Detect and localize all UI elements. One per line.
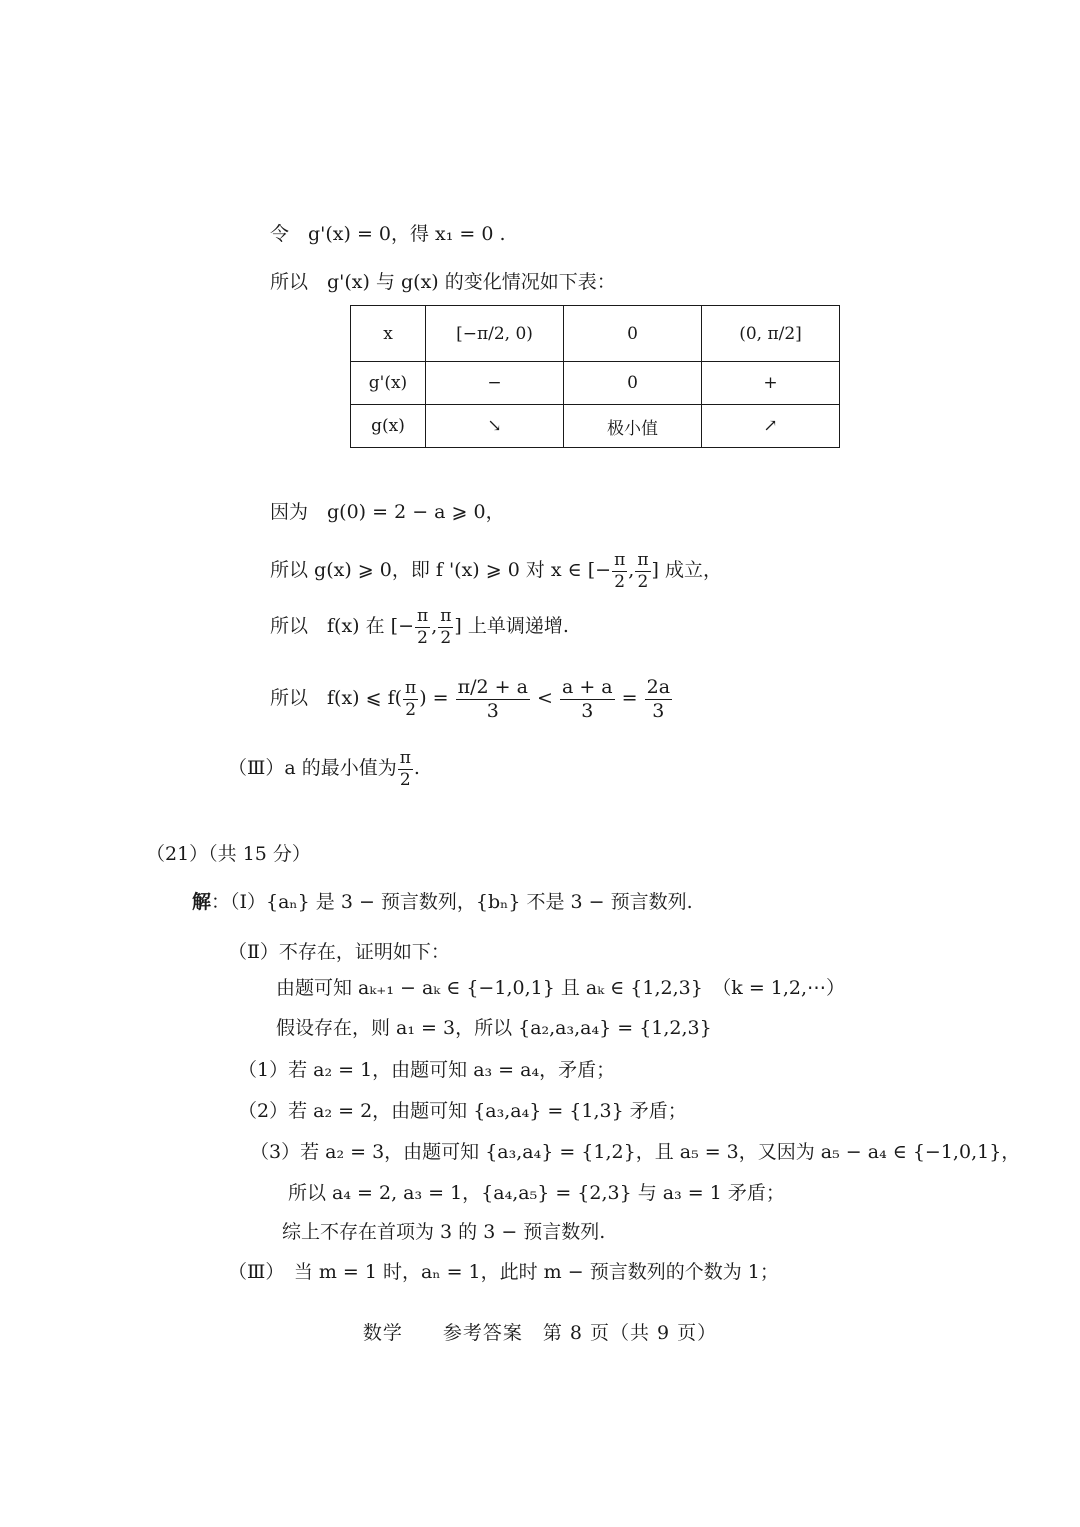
- table-cell: (0, π/2]: [702, 306, 840, 362]
- table-cell: 0: [564, 306, 702, 362]
- line-table-intro: 所以 g'(x) 与 g(x) 的变化情况如下表：: [270, 271, 616, 293]
- numerator: 2a: [646, 675, 671, 698]
- solution-case-1: （1）若 a₂ = 1，由题可知 a₃ = a₄，矛盾；: [238, 1059, 616, 1081]
- denominator: 2: [417, 627, 428, 648]
- page-footer: 数学 参考答案 第 8 页（共 9 页）: [362, 1322, 718, 1344]
- denominator: 2: [405, 699, 417, 720]
- numerator: a + a: [561, 675, 613, 698]
- text: ：（Ⅰ）{aₙ} 是 3 − 预言数列，{bₙ} 不是 3 − 预言数列.: [211, 891, 693, 913]
- line-g-prime-zero: 令 g'(x) = 0，得 x₁ = 0 .: [270, 223, 506, 245]
- denominator: 2: [399, 769, 411, 790]
- text: <: [537, 687, 553, 709]
- text: ) =: [419, 687, 449, 709]
- table-cell: [−π/2, 0): [426, 306, 564, 362]
- numerator: π: [405, 677, 417, 698]
- solution-label: 解: [192, 891, 212, 913]
- solution-conclusion: 综上不存在首项为 3 的 3 − 预言数列.: [282, 1221, 606, 1243]
- numerator: π: [637, 549, 649, 570]
- denominator: 3: [486, 699, 499, 722]
- fraction: [645, 675, 672, 722]
- question-21-heading: （21）（共 15 分）: [146, 843, 311, 865]
- table-cell: g'(x): [351, 362, 426, 405]
- denominator: 2: [440, 627, 452, 648]
- fraction: [635, 549, 650, 592]
- solution-line: 假设存在，则 a₁ = 3，所以 {a₂,a₃,a₄} = {1,2,3}: [276, 1017, 712, 1039]
- table-row: [351, 306, 840, 362]
- table-cell: x: [351, 306, 426, 362]
- line-g0: 因为 g(0) = 2 − a ⩾ 0，: [270, 501, 505, 523]
- denominator: 3: [652, 699, 665, 722]
- text: ] 上单调递增.: [454, 615, 569, 637]
- text: 所以 f(x) 在 [−: [270, 615, 414, 637]
- table-cell: −: [426, 362, 564, 405]
- solution-case-3: （3）若 a₂ = 3，由题可知 {a₃,a₄} = {1,2}，且 a₅ = 3，又因为 a₅ − a₄ ∈ {−1,0,1}，: [250, 1141, 1021, 1163]
- table-cell: +: [702, 362, 840, 405]
- fraction: [456, 675, 530, 722]
- line-part3-min: [228, 746, 420, 790]
- line-f-bound: [270, 668, 673, 728]
- numerator: π: [440, 605, 452, 626]
- numerator: π: [614, 549, 626, 570]
- solution-line: 所以 a₄ = 2, a₃ = 1，{a₄,a₅} = {2,3} 与 a₃ = 1 矛盾；: [288, 1182, 785, 1204]
- text: 所以 f(x) ⩽ f(: [270, 687, 403, 709]
- fraction: [612, 549, 627, 592]
- denominator: 2: [637, 571, 649, 592]
- table-cell: 0: [564, 362, 702, 405]
- denominator: 2: [614, 571, 626, 592]
- table-cell: g(x): [351, 405, 426, 448]
- text: =: [621, 687, 638, 709]
- numerator: π: [399, 747, 411, 768]
- text: .: [413, 757, 420, 779]
- solution-case-2: （2）若 a₂ = 2，由题可知 {a₃,a₄} = {1,3} 矛盾；: [238, 1100, 687, 1122]
- table-cell: ↗: [702, 405, 840, 448]
- text: ] 成立，: [651, 559, 722, 581]
- solution-line: 由题可知 aₖ₊₁ − aₖ ∈ {−1,0,1} 且 aₖ ∈ {1,2,3} （k = 1,2,⋯）: [276, 977, 846, 999]
- text: （Ⅲ）a 的最小值为: [228, 757, 397, 779]
- table-row: [351, 362, 840, 405]
- table-row: [351, 405, 840, 448]
- numerator: π/2 + a: [457, 675, 528, 698]
- fraction: [438, 605, 453, 648]
- fraction: [403, 677, 418, 720]
- fraction: [415, 605, 430, 648]
- line-f-prime-nonneg: 所以 g(x) ⩾ 0，即 f '(x) ⩾ 0 对 x ∈ [− $\frac{\pi}{2}$ , $\frac{\pi}{2}$ ] 成立，: [270, 549, 722, 592]
- fraction: [398, 747, 413, 790]
- fraction: [560, 675, 615, 722]
- table-cell: 极小值: [564, 405, 702, 448]
- table-cell: ↘: [426, 405, 564, 448]
- variation-table: [350, 305, 840, 448]
- numerator: π: [417, 605, 429, 626]
- line-monotone: 所以 f(x) 在 [− $\frac{\pi}{2}$ , $\frac{\pi}{2}$ ] 上单调递增.: [270, 605, 569, 648]
- denominator: 3: [581, 699, 594, 722]
- solution-part2: （Ⅱ）不存在，证明如下：: [228, 941, 450, 963]
- solution-part3: （Ⅲ） 当 m = 1 时，aₙ = 1，此时 m − 预言数列的个数为 1；: [228, 1261, 779, 1283]
- solution-part1: [192, 890, 693, 914]
- text: 所以 g(x) ⩾ 0，即 f '(x) ⩾ 0 对 x ∈ [−: [270, 559, 612, 581]
